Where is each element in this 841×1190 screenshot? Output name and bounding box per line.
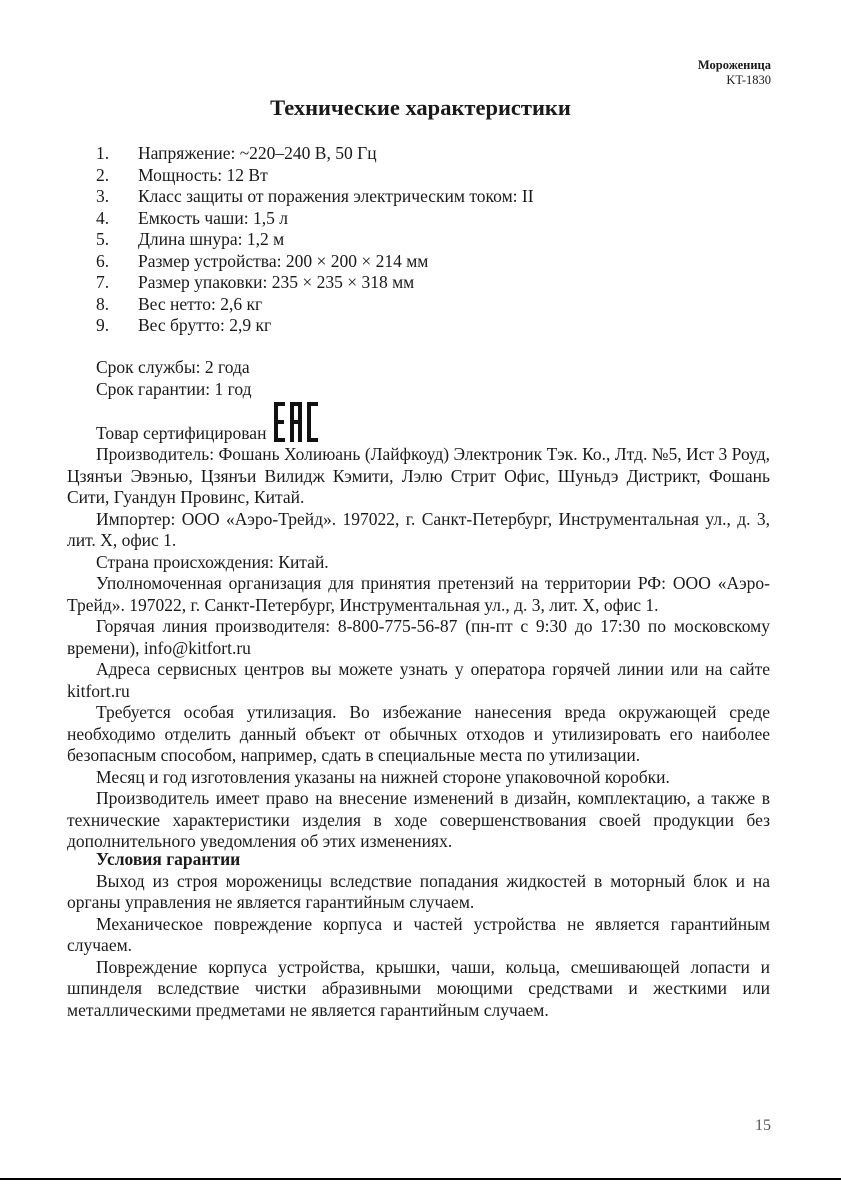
spec-item [96,143,776,165]
spec-item [96,272,776,294]
warranty-paragraph: Повреждение корпуса устройства, крышки, чаши, кольца, смешивающей лопасти и шпинделя вследствие чистки абразивными моющими средствами и жесткими или металлическими предметами не является гарантийным случаем. [67,956,770,1020]
spec-number: 3. [96,186,110,206]
design-changes-paragraph: Производитель имеет право на внесение изменений в дизайн, комплектацию, а также в технические характеристики изделия в ходе совершенствования своей продукции без дополнительного уведомления об этих изменениях. [67,788,770,851]
spec-text: Вес брутто: 2,9 кг [138,315,272,335]
header-product-name: Мороженица [697,58,771,72]
certification-line [67,400,770,444]
spec-number: 5. [96,229,110,249]
spec-text: Размер упаковки: 235 × 235 × 318 мм [138,272,415,292]
spec-text: Размер устройства: 200 × 200 × 214 мм [138,250,429,271]
spec-number: 2. [96,164,110,185]
running-header [698,58,771,88]
header-model: KT-1830 [726,73,771,87]
spec-text: Напряжение: ~220–240 В, 50 Гц [138,143,377,163]
warranty-heading: Условия гарантии [96,849,241,869]
service-info-block [67,357,770,853]
spec-item [96,315,776,337]
spec-number: 4. [96,207,110,228]
spec-item [96,165,776,187]
warranty-paragraph: Механическое повреждение корпуса и частей устройства не является гарантийным случаем. [67,913,770,955]
spec-item [96,208,776,230]
warranty-term: Срок гарантии: 1 год [96,378,252,399]
spec-text: Длина шнура: 1,2 м [138,229,285,249]
spec-number: 7. [96,272,110,292]
bottom-divider [0,1178,841,1180]
service-centers-paragraph: Адреса сервисных центров вы можете узнать у оператора горячей линии или на сайте kitfort.ru [67,659,770,701]
page-number: 15 [755,1117,771,1134]
spec-item [96,186,776,208]
spec-number: 6. [96,250,110,271]
warranty-paragraph: Выход из строя мороженицы вследствие попадания жидкостей в моторный блок и на органы управления не является гарантийным случаем. [67,870,770,912]
spec-text: Класс защиты от поражения электрическим током: II [138,186,534,206]
warranty-section [67,849,770,1021]
spec-number: 9. [96,315,110,335]
spec-list [96,143,776,337]
spec-item [96,229,776,251]
certified-text: Товар сертифицирован [96,422,267,443]
eac-mark-icon [272,400,322,444]
spec-text: Вес нетто: 2,6 кг [138,293,263,314]
disposal-paragraph: Требуется особая утилизация. Во избежание нанесения вреда окружающей среде необходимо отделить данный объект от обычных отходов и утилизировать его наиболее безопасным способом, например, сдать в специальные места по утилизации. [67,702,770,765]
origin-paragraph: Страна происхождения: Китай. [96,551,329,572]
importer-paragraph: Импортер: ООО «Аэро-Трейд». 197022, г. Санкт-Петербург, Инструментальная ул., д. 3, лит. Х, офис 1. [67,508,770,550]
spec-text: Емкость чаши: 1,5 л [138,207,288,228]
manufacture-date-paragraph: Месяц и год изготовления указаны на нижней стороне упаковочной коробки. [96,766,670,787]
authorized-org-paragraph: Уполномоченная организация для принятия претензий на территории РФ: ООО «Аэро-Трейд». 197022, г. Санкт-Петербург, Инструментальная ул., д. 3, лит. Х, офис 1. [67,573,770,615]
page-title: Технические характеристики [270,95,571,120]
spec-text: Мощность: 12 Вт [138,164,268,185]
spec-item [96,251,776,273]
spec-number: 8. [96,293,110,314]
hotline-paragraph: Горячая линия производителя: 8-800-775-56-87 (пн-пт с 9:30 до 17:30 по московскому времени), info@kitfort.ru [67,616,770,658]
spec-number: 1. [96,143,110,163]
manufacturer-paragraph: Производитель: Фошань Холиюань (Лайфкоуд) Электроник Тэк. Ко., Лтд. №5, Ист 3 Роуд, Цзянъи Эвэнью, Цзянъи Вилидж Кэмити, Лэлю Стрит Офис, Шуньдэ Дистрикт, Фошань Сити, Гуандун Провинс, Китай. [67,444,770,507]
service-life: Срок службы: 2 года [96,357,250,377]
spec-item [96,294,776,316]
